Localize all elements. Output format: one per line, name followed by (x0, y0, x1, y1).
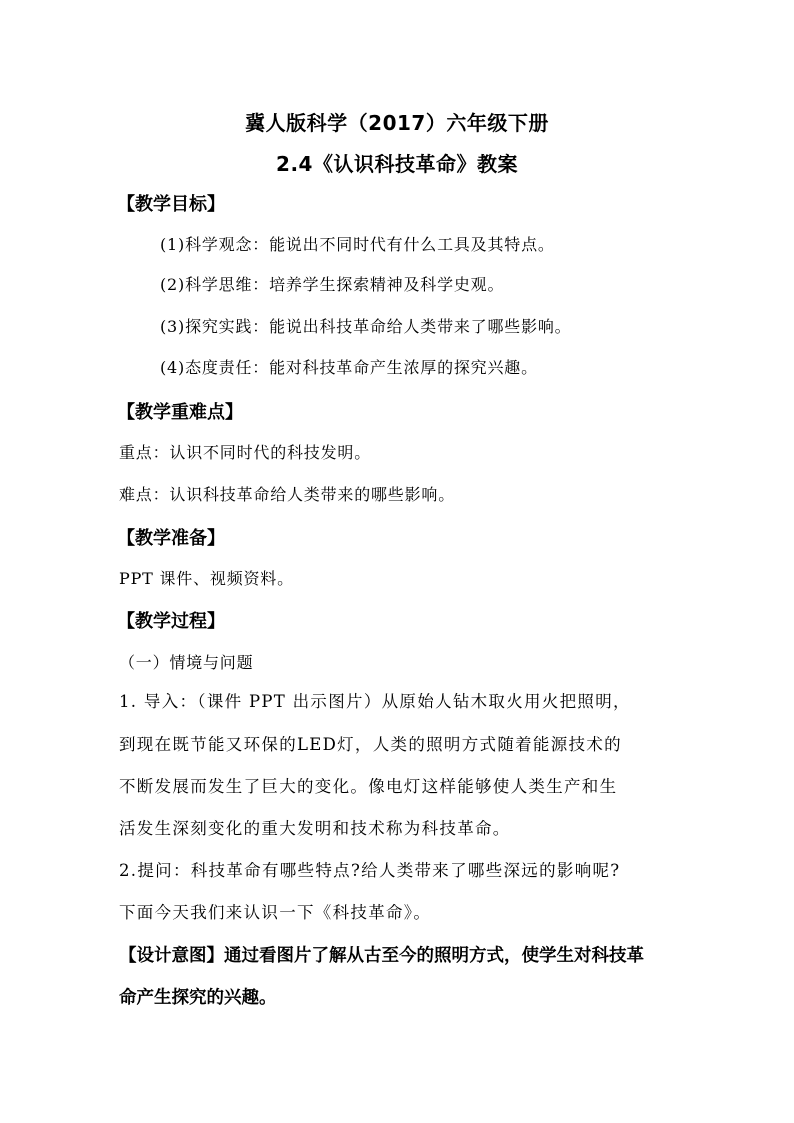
process-line: 活发生深刻变化的重大发明和技术称为科技革命。 (119, 819, 511, 838)
objectives-heading: 【教学目标】 (117, 194, 225, 215)
objective-item: (3)探究实践：能说出科技革命给人类带来了哪些影响。 (160, 317, 572, 336)
process-subheading: （一）情境与问题 (119, 653, 254, 672)
key-points-heading: 【教学重难点】 (117, 402, 243, 423)
process-heading: 【教学过程】 (117, 611, 225, 632)
process-line: 1. 导入：（课件 PPT 出示图片）从原始人钻木取火用火把照明， (119, 692, 631, 711)
objective-item: (1)科学观念：能说出不同时代有什么工具及其特点。 (160, 235, 555, 254)
objective-item: (4)态度责任：能对科技革命产生浓厚的探究兴趣。 (160, 358, 538, 377)
process-line: 到现在既节能又环保的LED灯，人类的照明方式随着能源技术的 (119, 735, 622, 754)
process-line: 下面今天我们来认识一下《科技革命》。 (119, 903, 432, 922)
preparation-heading: 【教学准备】 (117, 528, 225, 549)
design-intent-line: 【设计意图】通过看图片了解从古至今的照明方式，使学生对科技革 (119, 946, 644, 966)
preparation-text: PPT 课件、视频资料。 (119, 569, 294, 588)
process-line: 2.提问：科技革命有哪些特点?给人类带来了哪些深远的影响呢? (119, 861, 621, 880)
key-point-item: 难点：认识科技革命给人类带来的哪些影响。 (119, 485, 456, 504)
objective-item: (2)科学思维：培养学生探索精神及科学史观。 (160, 275, 505, 294)
design-intent-line: 命产生探究的兴趣。 (119, 988, 277, 1008)
process-line: 不断发展而发生了巨大的变化。像电灯这样能够使人类生产和生 (119, 777, 618, 796)
document-title: 冀人版科学（2017）六年级下册 (245, 111, 549, 135)
key-point-item: 重点：认识不同时代的科技发明。 (119, 443, 372, 462)
document-subtitle: 2.4《认识科技革命》教案 (276, 152, 518, 176)
